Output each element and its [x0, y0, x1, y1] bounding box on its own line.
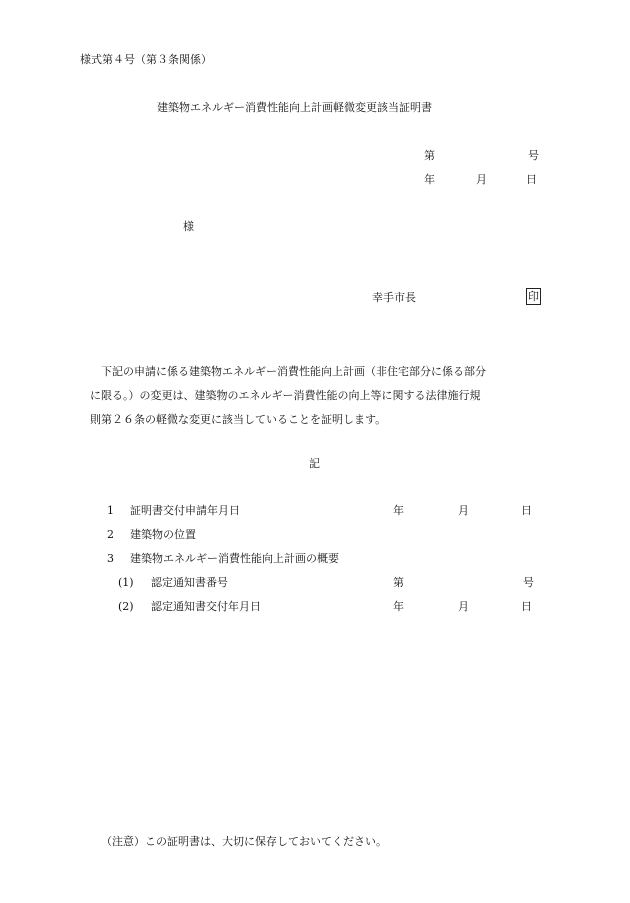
sub-item-month-unit: 月	[458, 600, 469, 613]
item-day-unit: 日	[521, 504, 532, 517]
document-number-suffix: 号	[528, 149, 539, 162]
body-line: に限る。）の変更は、建築物のエネルギー消費性能の向上等に関する法律施行規	[90, 389, 481, 402]
sub-item-number: (1)	[118, 576, 134, 589]
footnote: （注意）この証明書は、大切に保存しておいてください。	[101, 835, 387, 848]
body-paragraph	[90, 360, 560, 432]
addressee-honorific: 様	[183, 220, 194, 233]
sub-item-label: 認定通知書番号	[151, 576, 228, 589]
sub-item-number-suffix: 号	[523, 576, 534, 589]
issue-date-month: 月	[476, 173, 487, 186]
sub-item-year-unit: 年	[393, 600, 404, 613]
sub-item-day-unit: 日	[521, 600, 532, 613]
body-line: 下記の申請に係る建築物エネルギー消費性能向上計画（非住宅部分に係る部分	[90, 365, 486, 378]
item-number: 2	[107, 528, 114, 541]
item-number: 1	[107, 504, 114, 517]
item-month-unit: 月	[458, 504, 469, 517]
sub-item-number-prefix: 第	[393, 576, 404, 589]
item-label: 建築物の位置	[130, 528, 196, 541]
seal-mark: 印	[528, 290, 539, 303]
issue-date-year: 年	[424, 173, 435, 186]
item-number: 3	[107, 552, 114, 565]
item-label: 証明書交付申請年月日	[130, 504, 240, 517]
item-year-unit: 年	[393, 504, 404, 517]
body-line: 則第２６条の軽微な変更に該当していることを証明します。	[90, 413, 387, 426]
document-title: 建築物エネルギー消費性能向上計画軽微変更該当証明書	[157, 101, 432, 114]
sub-item-label: 認定通知書交付年月日	[151, 600, 261, 613]
form-number: 様式第４号（第３条関係）	[80, 53, 212, 66]
issue-date-day: 日	[526, 173, 537, 186]
ki-heading: 記	[309, 457, 320, 470]
sub-item-number: (2)	[118, 600, 134, 613]
issuer-title: 幸手市長	[372, 291, 416, 304]
item-label: 建築物エネルギー消費性能向上計画の概要	[130, 552, 339, 565]
document-number-prefix: 第	[424, 149, 435, 162]
